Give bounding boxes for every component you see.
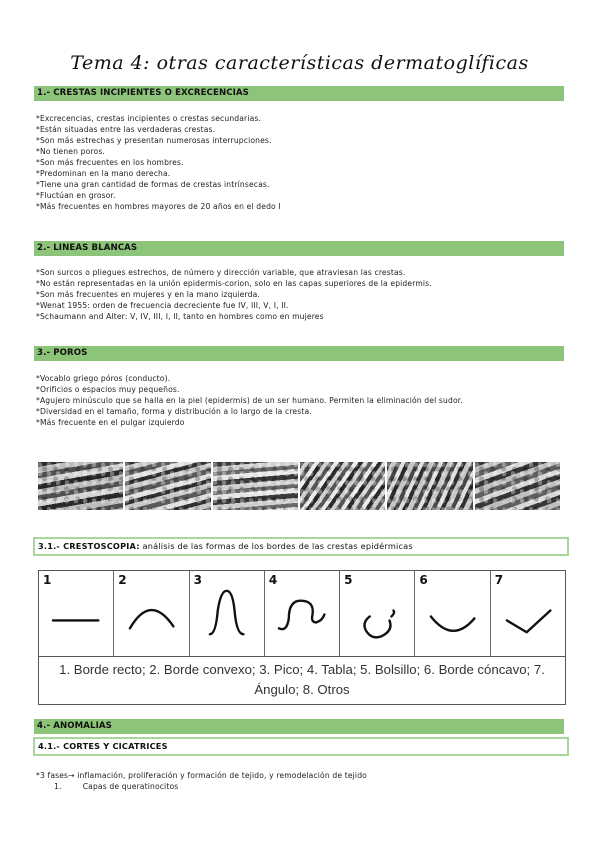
list-item: *Son surcos o pliegues estrechos, de número y dirección variable, que atraviesan las crestas. (36, 268, 406, 277)
list-item: *Agujero minúsculo que se halla en la piel (epidermis) de un ser humano. Permiten la eliminación del sudor. (36, 396, 463, 405)
pocket-shape (340, 571, 414, 656)
pores-photo (38, 462, 123, 510)
list-item: *Tiene una gran cantidad de formas de crestas intrínsecas. (36, 180, 270, 189)
pores-photo (213, 462, 298, 510)
subsection-title: 4.1.- CORTES Y CICATRICES (38, 741, 168, 751)
pores-photo (300, 462, 385, 510)
figure-cell-borde-recto (39, 571, 114, 656)
list-item: *Vocablo griego póros (conducto). (36, 374, 171, 383)
figure-cell-tabla (265, 571, 340, 656)
subsection-heading-cortes-cicatrices (33, 737, 569, 756)
table-shape (265, 571, 339, 656)
page-title: Tema 4: otras características dermatoglíficas (70, 52, 529, 74)
subsection-text: análisis de las formas de los bordes de las crestas epidérmicas (139, 541, 413, 551)
list-item: *Fluctúan en grosor. (36, 191, 116, 200)
list-item: *Más frecuente en el pulgar izquierdo (36, 418, 185, 427)
straight-edge-shape (39, 571, 113, 656)
list-item: *No están representadas en la unión epidermis-corion, solo en las capas superiores de la epidermis. (36, 279, 432, 288)
section1-bullet-list (36, 113, 576, 212)
crestoscopy-figure (38, 570, 566, 705)
list-item: *Orificios o espacios muy pequeños. (36, 385, 180, 394)
section-heading-crestas-incipientes: 1.- CRESTAS INCIPIENTES O EXCRECENCIAS (34, 86, 564, 101)
figure-number: 6 (419, 573, 428, 587)
list-item: *Predominan en la mano derecha. (36, 169, 171, 178)
figure-number: 3 (193, 573, 202, 587)
section3-bullet-list (36, 373, 562, 428)
list-item: *Schaumann and Alter: V, IV, III, I, II, tanto en hombres como en mujeres (36, 312, 324, 321)
section-heading-poros: 3.- POROS (34, 346, 564, 361)
figure-cell-borde-convexo (114, 571, 189, 656)
figure-caption: 1. Borde recto; 2. Borde convexo; 3. Pico; 4. Tabla; 5. Bolsillo; 6. Borde cóncavo; 7. Ángulo; 8. Otros (59, 662, 545, 697)
figure-number: 1 (43, 573, 52, 587)
list-item: *3 fases→ inflamación, proliferación y formación de tejido, y remodelación de tejido (36, 771, 367, 780)
figure-cell-pico (190, 571, 265, 656)
list-item: *Diversidad en el tamaño, forma y distribución a lo largo de la cresta. (36, 407, 312, 416)
list-item-text: Capas de queratinocitos (82, 782, 179, 791)
section-heading-lineas-blancas: 2.- LINEAS BLANCAS (34, 241, 564, 256)
figure-shapes-row (39, 571, 565, 657)
subsection-code: 3.1.- CRESTOSCOPIA: (38, 541, 140, 551)
pores-photo (475, 462, 560, 510)
section4-bullet-list (36, 770, 576, 792)
list-item: *No tienen poros. (36, 147, 105, 156)
figure-number: 4 (268, 573, 278, 587)
convex-edge-shape (114, 571, 188, 656)
list-item: *Están situadas entre las verdaderas crestas. (36, 125, 216, 134)
list-item: *Son más estrechas y presentan numerosas interrupciones. (36, 136, 272, 145)
list-item: *Más frecuentes en hombres mayores de 20 años en el dedo I (36, 202, 281, 211)
pores-photo (125, 462, 210, 510)
list-item: *Son más frecuentes en los hombres. (36, 158, 184, 167)
angle-shape (491, 571, 565, 656)
numbered-list-item (36, 781, 576, 792)
pores-photo (387, 462, 472, 510)
pores-photo-strip (38, 462, 560, 510)
figure-number: 2 (118, 573, 127, 587)
figure-cell-angulo (491, 571, 565, 656)
list-item: *Excrecencias, crestas incipientes o crestas secundarias. (36, 114, 262, 123)
list-item: *Son más frecuentes en mujeres y en la mano izquierda. (36, 290, 260, 299)
section-heading-anomalias: 4.- ANOMALIAS (34, 719, 564, 734)
peak-shape (190, 571, 264, 656)
figure-number: 5 (344, 573, 353, 587)
figure-cell-bolsillo (340, 571, 415, 656)
figure-cell-borde-concavo (415, 571, 490, 656)
list-number: 1. (54, 782, 62, 791)
figure-number: 7 (494, 573, 504, 587)
subsection-heading-crestoscopia (33, 537, 569, 556)
section2-bullet-list (36, 267, 576, 322)
concave-edge-shape (415, 571, 489, 656)
list-item: *Wenat 1955: orden de frecuencia decreciente fue IV, III, V, I, II. (36, 301, 289, 310)
